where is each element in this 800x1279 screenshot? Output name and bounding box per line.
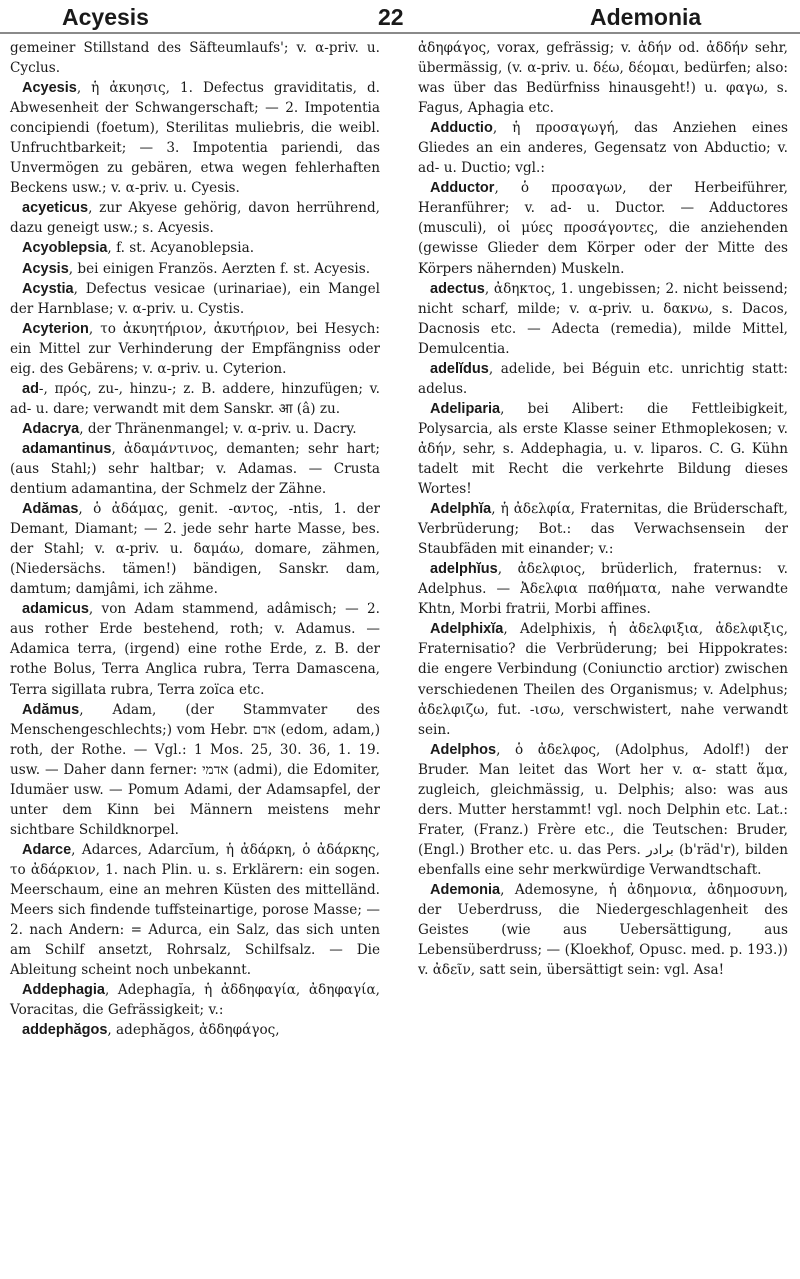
entry-text: , adephăgos, ἀδδηφάγος, — [107, 1022, 280, 1039]
entry-text: , Ademosyne, ἡ ἀδημονια, ἀδημοσυνη, der Ueberdruss, die Niedergeschlagenheit des Geistes (wie aus Uebersättigung, aus Lebensüberdruss; — (Kloekhof, Opusc. med. p. 193.)) v. ἀδεῖν, satt sein, übersättigt sein: vgl. Asa! — [418, 881, 788, 979]
entry-headword: Adductor — [430, 180, 495, 197]
entry-text: , adelide, bei Béguin etc. unrichtig statt: adelus. — [418, 360, 788, 397]
entry-text: , το ἀκυητήριον, ἀκυτήριον, bei Hesych: ein Mittel zur Verhinderung der Empfängniss oder eig. des Gebärens; v. α-priv. u. Cyterion. — [10, 320, 380, 377]
entry-headword: Adacrya — [22, 420, 80, 437]
entry-text: , ἀδηκτος, 1. ungebissen; 2. nicht beissend; nicht scharf, milde; v. α-priv. u. δακνω, s. Dacos, Dacnosis etc. — Adecta (remedia), milde Mittel, Demulcentia. — [418, 280, 788, 357]
entry-text: , ἡ ἀδελφία, Fraternitas, die Brüderschaft, Verbrüderung; Bot.: das Verwachsensein der Staubfäden mit einander; v.: — [418, 501, 788, 558]
dictionary-entry — [418, 359, 788, 399]
entry-text: , f. st. Acyanoblepsia. — [107, 240, 255, 257]
dictionary-entry — [10, 980, 380, 1020]
entry-text: , von Adam stammend, adâmisch; — 2. aus rother Erde bestehend, roth; v. Adamus. — Adamica terra, (irgend) eine rothe Erde, z. B. der rothe Bolus, Terra Anglica rubra, Terra Damascena, Terra sigillata rubra, Terra zoïca etc. — [10, 601, 380, 698]
dictionary-entry — [10, 78, 380, 198]
entry-headword: adectus — [430, 280, 485, 297]
entry-headword: Adeliparia — [430, 400, 501, 417]
dictionary-entry — [418, 279, 788, 359]
entry-text: , ἡ ἀκυησις, 1. Defectus graviditatis, d. Abwesenheit der Schwangerschaft; — 2. Impotentia concipiendi (foetum), Sterilitas muliebris, die weibl. Unfruchtbarkeit; — 3. Impotentia pariendi, das Unvermögen zu gebären, etwa wegen fehlerhaften Beckens usw.; v. α-priv. u. Cyesis. — [10, 80, 380, 197]
entry-headword: Adductio — [430, 120, 493, 137]
dictionary-entry — [10, 439, 380, 499]
entry-text: , zur Akyese gehörig, davon herrührend, dazu geneigt usw.; s. Acyesis. — [10, 200, 380, 237]
dictionary-entry — [418, 740, 788, 880]
dictionary-entry — [10, 499, 380, 599]
entry-text: , ἀδελφιος, brüderlich, fraternus: v. Adelphus. — Ἀδελφια παθήματα, nahe verwandte Khtn, Morbi fratrii, Morbi affines. — [418, 561, 788, 618]
entry-headword: adamantinus — [22, 440, 112, 457]
entry-headword: Acyesis — [22, 80, 77, 97]
dictionary-entry — [418, 559, 788, 619]
entry-headword: Acysis — [22, 260, 69, 277]
dictionary-entry — [10, 1020, 380, 1040]
page-header — [0, 0, 800, 34]
dictionary-entry — [10, 279, 380, 319]
entry-headword: Adarce — [22, 841, 72, 858]
dictionary-entry — [10, 238, 380, 258]
dictionary-entry — [418, 38, 788, 118]
entry-text: , Adelphixis, ἡ ἀδελφιξια, ἀδελφιξις, Fraternisatio? die Verbrüderung; bei Hippokrates: die engere Verbindung (Coniunctio arctior) zwischen verschiedenen Theilen des Organismus; v. Adelphus; ἀδελφιζω, fut. -ισω, verschwistert, nahe verwandt sein. — [418, 621, 788, 738]
dictionary-entry — [418, 880, 788, 980]
entry-headword: Adămas — [22, 501, 79, 518]
page-number: 22 — [378, 4, 404, 30]
entry-headword: adelĭdus — [430, 360, 489, 377]
entry-headword: Ademonia — [430, 881, 501, 898]
entry-headword: ad — [22, 380, 39, 397]
running-head-right: Ademonia — [590, 4, 702, 30]
entry-text: , Defectus vesicae (urinariae), ein Mangel der Harnblase; v. α-priv. u. Cystis. — [10, 280, 380, 317]
entry-headword: Adelphĭa — [430, 501, 492, 518]
entry-headword: acyeticus — [22, 200, 89, 217]
entry-text: ἀδηφάγος, vorax, gefrässig; v. ἀδήν od. ἀδδήν sehr, übermässig, (v. α-priv. u. δέω, δέομαι, bedürfen; also: was über das Bedürfniss hinausgeht!) u. φαγω, s. Fagus, Aphagia etc. — [418, 40, 788, 117]
dictionary-entry — [10, 38, 380, 78]
entry-headword: Addephagia — [22, 982, 105, 999]
dictionary-entry — [418, 118, 788, 178]
entry-headword: Acyterion — [22, 320, 89, 337]
header-rule — [0, 32, 800, 34]
entry-text: , Adam, (der Stammvater des Menschengeschlechts;) vom Hebr. אדם (edom, adam,) roth, der Rothe. — Vgl.: 1 Mos. 25, 30. 36, 1. 19. usw. — Daher dann ferner: אדמי (admi), die Edomiter, Idumäer usw. — Pomum Adami, der Adamsapfel, der unter dem Kinn bei Männern meistens mehr sichtbare Schildknorpel. — [10, 701, 381, 838]
dictionary-entry — [418, 399, 788, 499]
entry-text: , ὁ ἀδάμας, genit. -αντος, -ntis, 1. der Demant, Diamant; — 2. jede sehr harte Masse, bes. der Stahl; v. α-priv. u. δαμάω, domare, zähmen, (Niedersächs. tämen!) bändigen, Sanskr. dam, damtum; damjâmi, ich zähme. — [10, 501, 380, 598]
dictionary-entry — [10, 319, 380, 379]
entry-text: -, πρός, zu-, hinzu-; z. B. addere, hinzufügen; v. ad- u. dare; verwandt mit dem Sanskr. आ (â) zu. — [10, 380, 380, 417]
right-column — [418, 38, 788, 980]
entry-headword: Acystia — [22, 280, 74, 297]
entry-text: , ἀδαμάντινος, demanten; sehr hart; (aus Stahl;) sehr haltbar; v. Adamas. — Crusta dentium adamantina, der Schmelz der Zähne. — [10, 440, 380, 498]
entry-text: , ἡ προσαγωγή, das Anziehen eines Gliedes an ein anderes, Gegensatz von Abductio; v. ad- u. Ductio; vgl.: — [418, 120, 788, 177]
dictionary-entry — [418, 619, 788, 739]
entry-text: , bei einigen Französ. Aerzten f. st. Acyesis. — [68, 260, 371, 277]
entry-text: , Adephagĭa, ἡ ἀδδηφαγία, ἀδηφαγία, Voracitas, die Gefrässigkeit; v.: — [10, 982, 380, 1019]
entry-headword: Adelphos — [430, 741, 497, 758]
entry-text: , bei Alibert: die Fettleibigkeit, Polysarcia, als erste Klasse seiner Ethmoplekosen; v. ἀδήν, sehr, s. Addephagia, u. v. liparos. C. G. Kühn tadelt mit Recht die verkehrte Bildung dieses Wortes! — [418, 400, 788, 498]
entry-headword: Acyoblepsia — [22, 240, 108, 257]
entry-headword: Adelphixĭa — [430, 621, 504, 638]
dictionary-entry — [10, 700, 380, 840]
dictionary-entry — [10, 259, 380, 279]
entry-text: , der Thränenmangel; v. α-priv. u. Dacry. — [79, 420, 357, 437]
entry-headword: addephăgos — [22, 1022, 108, 1039]
dictionary-entry — [10, 599, 380, 699]
dictionary-entry — [418, 499, 788, 559]
dictionary-entry — [10, 198, 380, 238]
entry-headword: Adămus — [22, 701, 80, 718]
dictionary-entry — [10, 419, 380, 439]
left-column — [10, 38, 380, 1040]
entry-text: , ὁ προσαγων, der Herbeiführer, Heranführer; v. ad- u. Ductor. — Adductores (musculi), οἱ μύες προσάγοντες, die anziehenden (gewisse Glieder dem Körper oder der Mitte des Körpers nähernden) Muskeln. — [418, 180, 788, 277]
running-head-left: Acyesis — [62, 4, 149, 30]
entry-headword: adelphĭus — [430, 561, 498, 578]
entry-text: gemeiner Stillstand des Säfteumlaufs'; v. α-priv. u. Cyclus. — [10, 40, 380, 77]
dictionary-entry — [10, 379, 380, 419]
dictionary-entry — [10, 840, 380, 980]
entry-text: , ὁ ἀδελφος, (Adolphus, Adolf!) der Bruder. Man leitet das Wort her v. α- statt ἅμα, zugleich, gleichmässig, u. Delphis; also: was aus ders. Mutter herstammt! vgl. noch Delphin etc. Lat.: Frater, (Franz.) Frère etc., die Teutschen: Bruder, (Engl.) Brother etc. u. das Pers. برادر (b'räd'r), bilden ebenfalls eine sehr merkwürdige Verwandtschaft. — [418, 741, 788, 878]
entry-headword: adamicus — [22, 601, 89, 618]
entry-text: , Adarces, Adarcĭum, ἡ ἀδάρκη, ὁ ἀδάρκης, το ἀδάρκιον, 1. nach Plin. u. s. Erklärern: ein sogen. Meerschaum, eine an mehren Küsten des mittelländ. Meers sich findende tuffsteinartige, porose Masse; — 2. nach Andern: = Adurca, ein Salz, das sich unten am Schilf ansetzt, Rohrsalz, Schilfsalz. — Die Ableitung scheint noch unbekannt. — [10, 841, 380, 979]
dictionary-entry — [418, 178, 788, 278]
